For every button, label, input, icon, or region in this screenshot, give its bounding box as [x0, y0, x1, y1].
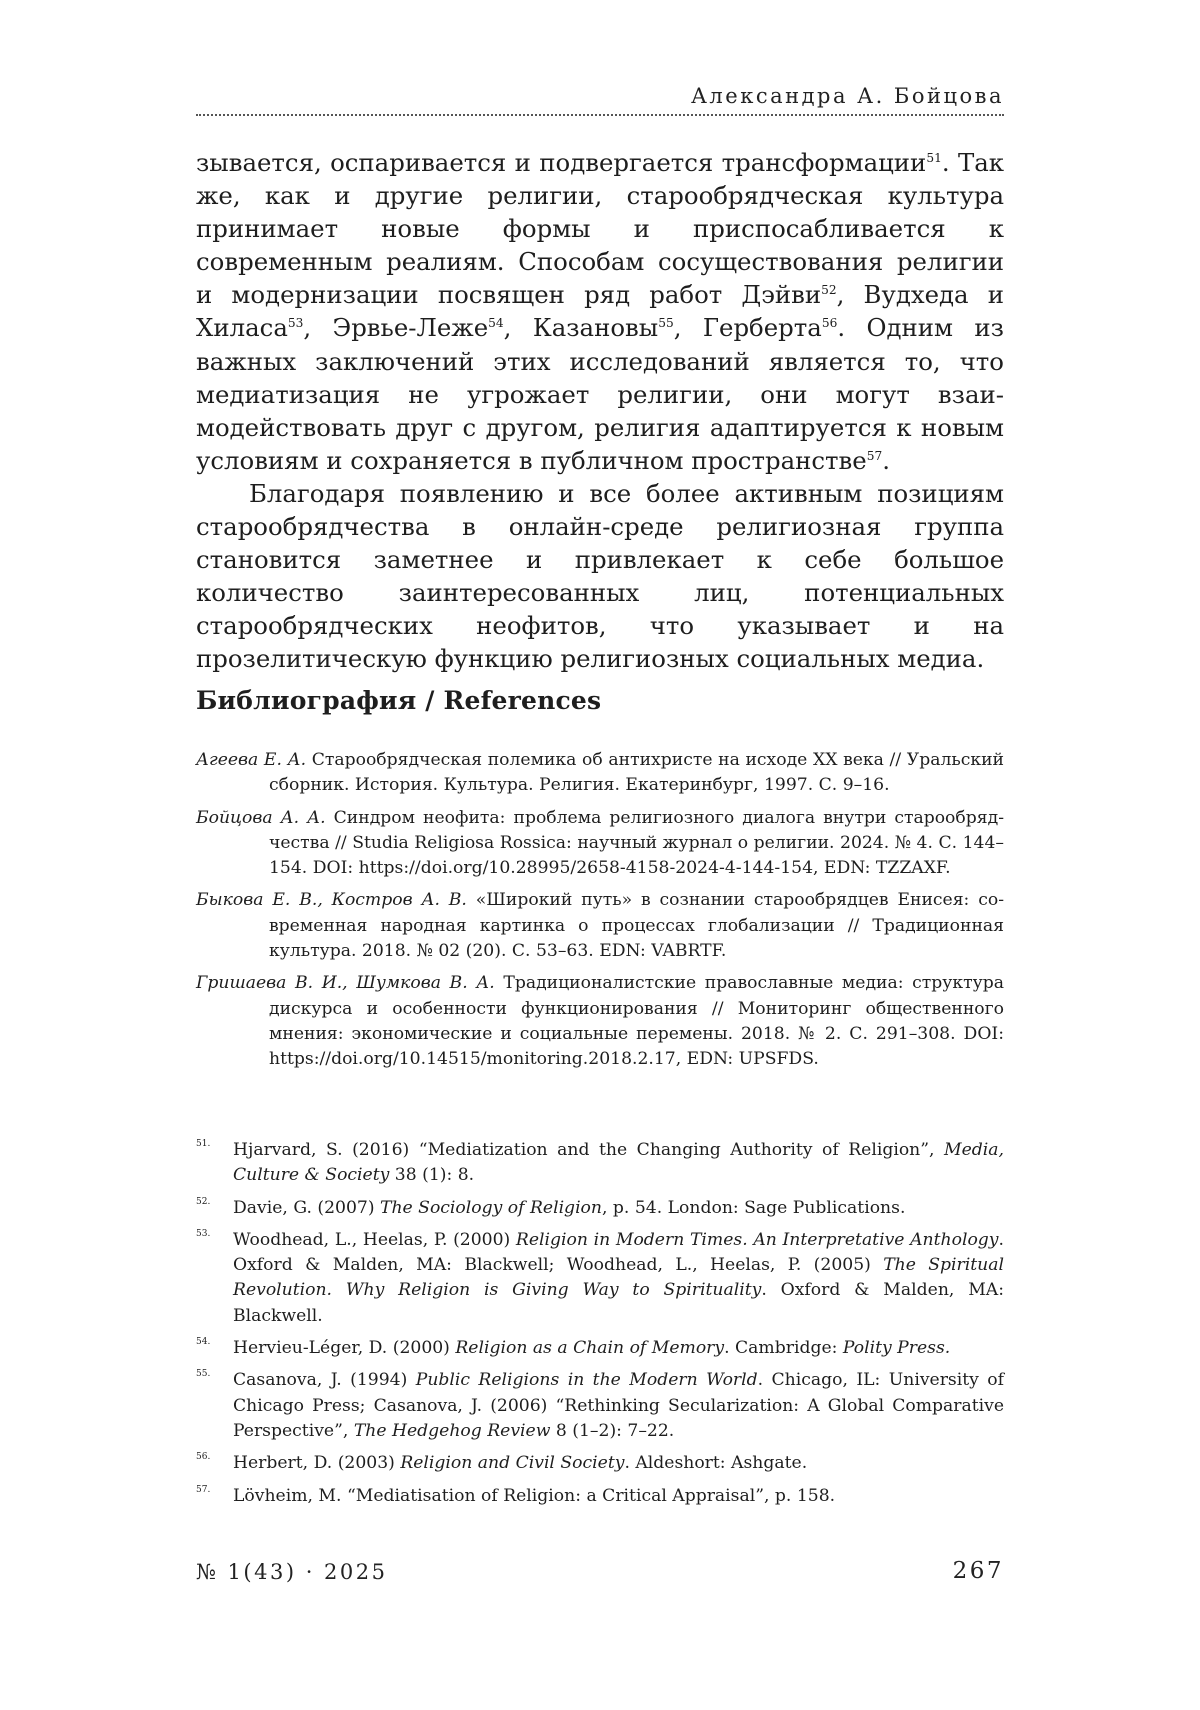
footnote-51: 51. Hjarvard, S. (2016) “Mediatization and the Changing Authority of Religion”, Media, Culture & Society 38 (1): 8. — [196, 1139, 1004, 1186]
bibliography-list — [196, 748, 1004, 1080]
paragraph-1: зывается, оспаривается и подвергается трансформации$^{51}$. Так же, как и другие религии, старообрядческая культура принимает новые формы и приспосабливается к современным реалиям. Способам сосуществования религии и модернизации посвящен ряд работ Дэйви$^{52}$, Вудхеда и Хиласа$^{53}$, Эрвье-Леже$^{54}$, Казановы$^{55}$, Герберта$^{56}$. Одним из важных заключений этих исследований является то, что медиатизация не угрожает религии, они могут взаимодействовать друг с другом, религия адаптируется к новым условиям и сохраняется в публичном пространстве$^{57}$. — [196, 148, 1005, 475]
footnote-ref-52[interactable]: 52 — [821, 283, 837, 298]
footnote-number: 57. — [196, 1484, 211, 1495]
footnote-number: 56. — [196, 1452, 211, 1463]
footnote-ref-55[interactable]: 55 — [658, 316, 674, 331]
bibliography-entry: Быкова Е. В., Костров А. В. «Широкий путь» в сознании старообрядцев Енисея: современная народная картинка о процессах глобализации // Традиционная культура. 2018. № 02 (20). С. 53–63. EDN: VABRTF. — [196, 890, 1004, 962]
bib-author: Агеева Е. А. — [196, 750, 307, 770]
paragraph-2: Благодаря появлению и все более активным позициям старообрядчества в онлайн-среде религиозная группа становится заметнее и привлекает к себе большое количество заинтересованных лиц, потенциальных старообрядческих неофитов, что указывает и на прозелитическую функцию религиозных социальных медиа. — [196, 478, 1004, 674]
footnote-ref-51[interactable]: 51 — [926, 150, 942, 165]
footnote-52: 52. Davie, G. (2007) The Sociology of Religion, p. 54. London: Sage Publications. — [196, 1196, 906, 1218]
footnote-number: 54. — [196, 1337, 211, 1348]
issue-label: № 1(43) · 2025 — [196, 1560, 388, 1584]
footnote-53: 53. Woodhead, L., Heelas, P. (2000) Religion in Modern Times. An Interpretative Anthology. Oxford & Malden, MA: Blackwell; Woodhead, L., Heelas, P. (2005) The Spiritual Revolution. Why Religion is Giving Way to Spirituality. Oxford & Malden, MA: Blackwell. — [196, 1228, 1004, 1326]
bib-author: Быкова Е. В., Костров А. В. — [196, 890, 467, 911]
footnote-55: 55. Casanova, J. (1994) Public Religions in the Modern World. Chicago, IL: University of Chicago Press; Casanova, J. (2006) “Rethinking Secularization: A Global Comparative Perspective”, The Hedgehog Review 8 (1–2): 7–22. — [196, 1369, 1004, 1441]
footnote-number: 53. — [196, 1228, 211, 1239]
bib-author: Гришаева В. И., Шумкова В. А. — [196, 973, 495, 994]
bibliography-entry: Агеева Е. А. Старообрядческая полемика об антихристе на исходе XX века // Уральский сборник. История. Культура. Религия. Екатеринбург, 1997. С. 9–16. — [196, 750, 1004, 796]
footnote-ref-54[interactable]: 54 — [488, 316, 504, 331]
footnote-ref-56[interactable]: 56 — [821, 316, 838, 331]
running-head-author: Александра А. Бойцова — [691, 84, 1004, 108]
footnote-number: 51. — [196, 1139, 211, 1149]
footnote-ref-57[interactable]: 57 — [866, 448, 883, 463]
footnote-54: 54. Hervieu-Léger, D. (2000) Religion as a Chain of Memory. Cambridge: Polity Press. — [196, 1337, 951, 1359]
bibliography-entry: Бойцова А. А. Синдром неофита: проблема религиозного диалога внутри старообрядчества // Studia Religiosa Rossica: научный журнал о религии. 2024. № 4. С. 144–154. DOI: https://doi.org/10.28995/2658-4158-2024-4-144-154, EDN: TZZAXF. — [196, 807, 1004, 879]
bibliography-entry: Гришаева В. И., Шумкова В. А. Традиционалистские православные медиа: структура дискурса и особенности функционирования // Мониторинг общественного мнения: экономические и социальные перемены. 2018. № 2. С. 291–308. DOI: https://doi.org/10.14515/monitoring.2018.2.17, EDN: UPSFDS. — [196, 973, 1004, 1070]
header-dotted-rule — [196, 114, 1004, 116]
footnote-ref-53[interactable]: 53 — [287, 316, 304, 331]
footnote-number: 55. — [196, 1369, 211, 1380]
page-number: 267 — [952, 1558, 1004, 1584]
body-text — [196, 146, 1004, 676]
footnotes-list — [196, 1138, 1004, 1516]
footnote-number: 52. — [196, 1196, 211, 1207]
bib-author: Бойцова А. А. — [196, 807, 326, 828]
footnote-57: 57. Lövheim, M. “Mediatisation of Religion: a Critical Appraisal”, p. 158. — [196, 1484, 836, 1506]
footnote-56: 56. Herbert, D. (2003) Religion and Civil Society. Aldeshort: Ashgate. — [196, 1452, 808, 1474]
bibliography-heading: Библиография / References — [196, 686, 602, 715]
